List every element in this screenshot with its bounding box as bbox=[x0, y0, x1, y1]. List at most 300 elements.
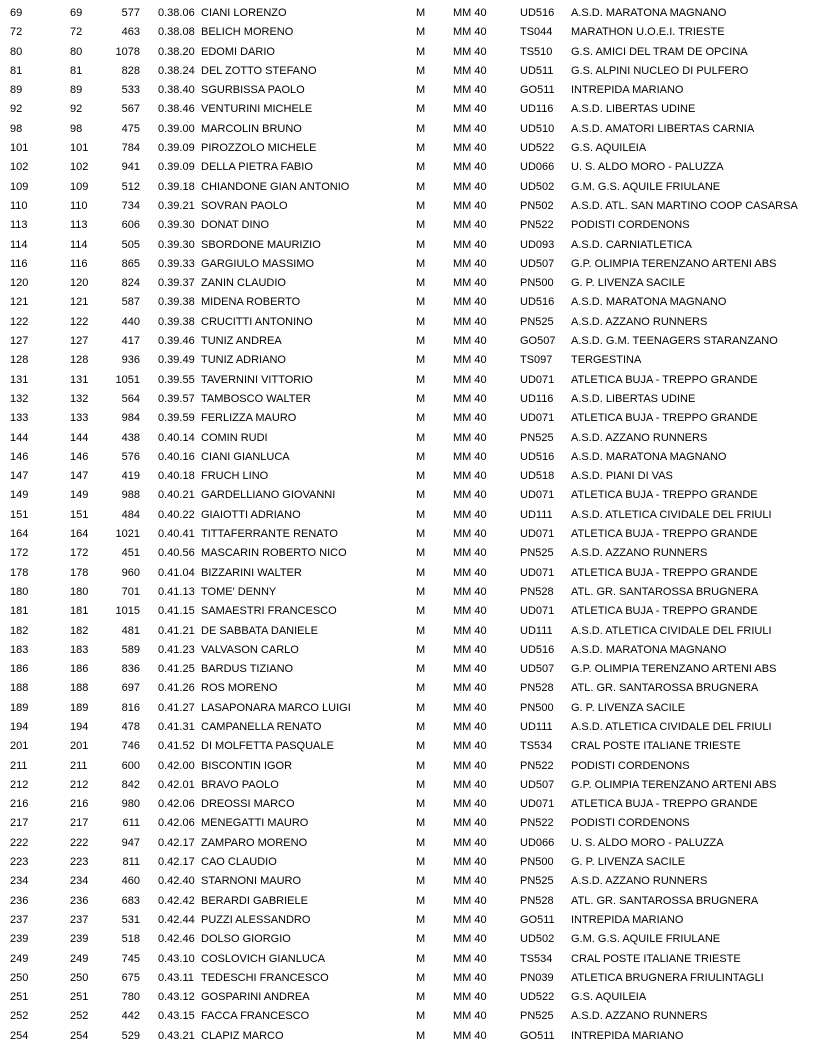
age-group: MM 40 bbox=[453, 585, 487, 598]
overall-position: 172 bbox=[10, 547, 29, 560]
sex: M bbox=[416, 624, 426, 637]
finish-time: 0.42.06 bbox=[158, 798, 195, 811]
overall-position: 80 bbox=[10, 45, 23, 58]
overall-position: 133 bbox=[10, 412, 29, 425]
category-position: 114 bbox=[70, 238, 88, 251]
athlete-name: CAMPANELLA RENATO bbox=[201, 720, 322, 733]
athlete-name: FERLIZZA MAURO bbox=[201, 412, 297, 425]
finish-time: 0.42.17 bbox=[158, 856, 195, 869]
team-name: ATL. GR. SANTAROSSA BRUGNERA bbox=[571, 585, 759, 598]
team-name: INTREPIDA MARIANO bbox=[571, 1029, 684, 1042]
result-row bbox=[0, 583, 820, 602]
team-name: A.S.D. MARATONA MAGNANO bbox=[571, 643, 727, 656]
athlete-name: SAMAESTRI FRANCESCO bbox=[201, 605, 337, 618]
result-row bbox=[0, 236, 820, 255]
finish-time: 0.39.09 bbox=[158, 142, 195, 155]
bib-number: 518 bbox=[121, 933, 140, 946]
bib-number: 780 bbox=[121, 991, 140, 1004]
athlete-name: BISCONTIN IGOR bbox=[201, 759, 293, 772]
sex: M bbox=[416, 856, 426, 869]
overall-position: 237 bbox=[10, 913, 29, 926]
bib-number: 784 bbox=[121, 142, 140, 155]
age-group: MM 40 bbox=[453, 740, 487, 753]
bib-number: 984 bbox=[121, 412, 140, 425]
team-code: PN525 bbox=[520, 1010, 554, 1023]
category-position: 217 bbox=[70, 817, 89, 830]
sex: M bbox=[416, 277, 426, 290]
team-code: UD502 bbox=[520, 933, 555, 946]
bib-number: 600 bbox=[121, 759, 140, 772]
bib-number: 533 bbox=[121, 84, 140, 97]
overall-position: 250 bbox=[10, 971, 29, 984]
team-code: PN522 bbox=[520, 759, 554, 772]
sex: M bbox=[416, 335, 426, 348]
result-row bbox=[0, 506, 820, 525]
bib-number: 734 bbox=[121, 199, 140, 212]
finish-time: 0.38.08 bbox=[158, 26, 195, 39]
team-code: UD071 bbox=[520, 566, 555, 579]
result-row bbox=[0, 757, 820, 776]
sex: M bbox=[416, 315, 426, 328]
bib-number: 1051 bbox=[115, 373, 140, 386]
team-name: A.S.D. AZZANO RUNNERS bbox=[571, 1010, 708, 1023]
athlete-name: DREOSSI MARCO bbox=[201, 798, 295, 811]
overall-position: 131 bbox=[10, 373, 29, 386]
age-group: MM 40 bbox=[453, 991, 487, 1004]
team-name: G.S. AQUILEIA bbox=[571, 142, 647, 155]
team-name: A.S.D. MARATONA MAGNANO bbox=[571, 450, 727, 463]
team-name: PODISTI CORDENONS bbox=[571, 219, 690, 232]
category-position: 164 bbox=[70, 528, 89, 541]
athlete-name: TUNIZ ADRIANO bbox=[201, 354, 286, 367]
overall-position: 183 bbox=[10, 643, 29, 656]
athlete-name: GIAIOTTI ADRIANO bbox=[201, 508, 301, 521]
result-row bbox=[0, 834, 820, 853]
sex: M bbox=[416, 122, 426, 135]
athlete-name: CIANI LORENZO bbox=[201, 7, 287, 19]
team-name: G.P. OLIMPIA TERENZANO ARTENI ABS bbox=[571, 257, 777, 270]
category-position: 127 bbox=[70, 335, 89, 348]
result-row bbox=[0, 139, 820, 158]
finish-time: 0.42.17 bbox=[158, 836, 195, 849]
bib-number: 824 bbox=[121, 277, 140, 290]
category-position: 181 bbox=[70, 605, 89, 618]
sex: M bbox=[416, 489, 426, 502]
sex: M bbox=[416, 450, 426, 463]
bib-number: 701 bbox=[121, 585, 140, 598]
team-name: A.S.D. MARATONA MAGNANO bbox=[571, 296, 727, 309]
category-position: 132 bbox=[70, 392, 89, 405]
age-group: MM 40 bbox=[453, 161, 487, 174]
team-code: UD522 bbox=[520, 142, 555, 155]
age-group: MM 40 bbox=[453, 566, 487, 579]
athlete-name: BERARDI GABRIELE bbox=[201, 894, 308, 907]
category-position: 133 bbox=[70, 412, 89, 425]
sex: M bbox=[416, 778, 426, 791]
sex: M bbox=[416, 180, 426, 193]
bib-number: 440 bbox=[121, 315, 140, 328]
team-name: A.S.D. AZZANO RUNNERS bbox=[571, 315, 708, 328]
result-row bbox=[0, 313, 820, 332]
overall-position: 144 bbox=[10, 431, 29, 444]
sex: M bbox=[416, 142, 426, 155]
result-row bbox=[0, 4, 820, 23]
overall-position: 132 bbox=[10, 392, 29, 405]
athlete-name: GOSPARINI ANDREA bbox=[201, 991, 310, 1004]
age-group: MM 40 bbox=[453, 257, 487, 270]
finish-time: 0.42.40 bbox=[158, 875, 195, 888]
athlete-name: BRAVO PAOLO bbox=[201, 778, 279, 791]
team-code: UD111 bbox=[520, 624, 553, 637]
result-row bbox=[0, 564, 820, 583]
category-position: 182 bbox=[70, 624, 89, 637]
category-position: 144 bbox=[70, 431, 89, 444]
team-code: PN500 bbox=[520, 701, 554, 714]
sex: M bbox=[416, 103, 426, 116]
sex: M bbox=[416, 759, 426, 772]
team-name: ATLETICA BUJA - TREPPO GRANDE bbox=[571, 528, 758, 541]
overall-position: 249 bbox=[10, 952, 29, 965]
bib-number: 463 bbox=[121, 26, 140, 39]
team-code: UD111 bbox=[520, 508, 553, 521]
bib-number: 936 bbox=[121, 354, 140, 367]
result-row bbox=[0, 197, 820, 216]
team-name: A.S.D. PIANI DI VAS bbox=[571, 470, 673, 483]
overall-position: 114 bbox=[10, 238, 28, 251]
category-position: 147 bbox=[70, 470, 89, 483]
category-position: 222 bbox=[70, 836, 89, 849]
sex: M bbox=[416, 373, 426, 386]
team-name: G. P. LIVENZA SACILE bbox=[571, 701, 686, 714]
team-name: A.S.D. MARATONA MAGNANO bbox=[571, 7, 727, 19]
sex: M bbox=[416, 84, 426, 97]
age-group: MM 40 bbox=[453, 373, 487, 386]
sex: M bbox=[416, 913, 426, 926]
bib-number: 947 bbox=[121, 836, 140, 849]
bib-number: 567 bbox=[121, 103, 140, 116]
overall-position: 146 bbox=[10, 450, 29, 463]
finish-time: 0.41.04 bbox=[158, 566, 195, 579]
result-row bbox=[0, 1007, 820, 1026]
overall-position: 181 bbox=[10, 605, 29, 618]
category-position: 234 bbox=[70, 875, 89, 888]
result-row bbox=[0, 100, 820, 119]
overall-position: 254 bbox=[10, 1029, 29, 1042]
bib-number: 577 bbox=[121, 7, 140, 19]
finish-time: 0.42.44 bbox=[158, 913, 195, 926]
sex: M bbox=[416, 817, 426, 830]
age-group: MM 40 bbox=[453, 933, 487, 946]
sex: M bbox=[416, 605, 426, 618]
overall-position: 188 bbox=[10, 682, 29, 695]
athlete-name: FRUCH LINO bbox=[201, 470, 269, 483]
bib-number: 1078 bbox=[115, 45, 140, 58]
overall-position: 217 bbox=[10, 817, 29, 830]
category-position: 113 bbox=[70, 219, 88, 232]
athlete-name: DE SABBATA DANIELE bbox=[201, 624, 318, 637]
result-row bbox=[0, 602, 820, 621]
sex: M bbox=[416, 64, 426, 77]
category-position: 116 bbox=[70, 257, 88, 270]
result-row bbox=[0, 641, 820, 660]
sex: M bbox=[416, 585, 426, 598]
result-row bbox=[0, 351, 820, 370]
sex: M bbox=[416, 7, 426, 19]
team-name: A.S.D. LIBERTAS UDINE bbox=[571, 392, 696, 405]
age-group: MM 40 bbox=[453, 199, 487, 212]
category-position: 239 bbox=[70, 933, 89, 946]
sex: M bbox=[416, 1029, 426, 1042]
category-position: 102 bbox=[70, 161, 89, 174]
athlete-name: CHIANDONE GIAN ANTONIO bbox=[201, 180, 350, 193]
team-code: UD516 bbox=[520, 296, 555, 309]
athlete-name: GARDELLIANO GIOVANNI bbox=[201, 489, 336, 502]
overall-position: 216 bbox=[10, 798, 29, 811]
athlete-name: BELICH MORENO bbox=[201, 26, 294, 39]
team-code: PN502 bbox=[520, 199, 554, 212]
finish-time: 0.39.59 bbox=[158, 412, 195, 425]
team-name: G.S. AMICI DEL TRAM DE OPCINA bbox=[571, 45, 748, 58]
overall-position: 116 bbox=[10, 257, 28, 270]
finish-time: 0.39.37 bbox=[158, 277, 195, 290]
athlete-name: TITTAFERRANTE RENATO bbox=[201, 528, 338, 541]
athlete-name: ZANIN CLAUDIO bbox=[201, 277, 286, 290]
finish-time: 0.41.26 bbox=[158, 682, 195, 695]
category-position: 211 bbox=[70, 759, 88, 772]
bib-number: 1015 bbox=[115, 605, 140, 618]
age-group: MM 40 bbox=[453, 913, 487, 926]
age-group: MM 40 bbox=[453, 142, 487, 155]
team-name: ATLETICA BUJA - TREPPO GRANDE bbox=[571, 489, 758, 502]
category-position: 98 bbox=[70, 122, 83, 135]
age-group: MM 40 bbox=[453, 605, 487, 618]
category-position: 236 bbox=[70, 894, 89, 907]
age-group: MM 40 bbox=[453, 836, 487, 849]
team-name: A.S.D. ATLETICA CIVIDALE DEL FRIULI bbox=[571, 720, 772, 733]
result-row bbox=[0, 660, 820, 679]
bib-number: 816 bbox=[121, 701, 140, 714]
age-group: MM 40 bbox=[453, 489, 487, 502]
finish-time: 0.43.10 bbox=[158, 952, 195, 965]
bib-number: 587 bbox=[121, 296, 140, 309]
finish-time: 0.39.55 bbox=[158, 373, 195, 386]
age-group: MM 40 bbox=[453, 663, 487, 676]
team-code: TS534 bbox=[520, 952, 553, 965]
athlete-name: ZAMPARO MORENO bbox=[201, 836, 308, 849]
sex: M bbox=[416, 238, 426, 251]
team-code: UD093 bbox=[520, 238, 555, 251]
result-row bbox=[0, 622, 820, 641]
category-position: 223 bbox=[70, 856, 89, 869]
result-row bbox=[0, 814, 820, 833]
sex: M bbox=[416, 354, 426, 367]
athlete-name: SOVRAN PAOLO bbox=[201, 199, 288, 212]
bib-number: 941 bbox=[121, 161, 140, 174]
result-row bbox=[0, 1027, 820, 1046]
bib-number: 531 bbox=[121, 913, 140, 926]
athlete-name: EDOMI DARIO bbox=[201, 45, 275, 58]
overall-position: 211 bbox=[10, 759, 28, 772]
category-position: 178 bbox=[70, 566, 89, 579]
category-position: 81 bbox=[70, 64, 83, 77]
result-row bbox=[0, 158, 820, 177]
team-name: INTREPIDA MARIANO bbox=[571, 913, 684, 926]
age-group: MM 40 bbox=[453, 392, 487, 405]
age-group: MM 40 bbox=[453, 1010, 487, 1023]
team-code: UD071 bbox=[520, 489, 555, 502]
team-code: UD066 bbox=[520, 161, 555, 174]
team-code: UD116 bbox=[520, 103, 554, 116]
sex: M bbox=[416, 952, 426, 965]
result-row bbox=[0, 120, 820, 139]
team-code: GO507 bbox=[520, 335, 556, 348]
sex: M bbox=[416, 470, 426, 483]
team-name: A.S.D. ATLETICA CIVIDALE DEL FRIULI bbox=[571, 508, 772, 521]
sex: M bbox=[416, 836, 426, 849]
finish-time: 0.39.30 bbox=[158, 219, 195, 232]
category-position: 146 bbox=[70, 450, 89, 463]
overall-position: 189 bbox=[10, 701, 29, 714]
finish-time: 0.41.52 bbox=[158, 740, 195, 753]
category-position: 110 bbox=[70, 199, 88, 212]
bib-number: 842 bbox=[121, 778, 140, 791]
team-name: U. S. ALDO MORO - PALUZZA bbox=[571, 161, 724, 174]
athlete-name: BARDUS TIZIANO bbox=[201, 663, 294, 676]
team-code: UD507 bbox=[520, 663, 555, 676]
bib-number: 988 bbox=[121, 489, 140, 502]
overall-position: 149 bbox=[10, 489, 29, 502]
sex: M bbox=[416, 663, 426, 676]
team-code: GO511 bbox=[520, 84, 555, 97]
bib-number: 529 bbox=[121, 1029, 140, 1042]
age-group: MM 40 bbox=[453, 856, 487, 869]
age-group: MM 40 bbox=[453, 1029, 487, 1042]
finish-time: 0.40.16 bbox=[158, 450, 195, 463]
athlete-name: TEDESCHI FRANCESCO bbox=[201, 971, 329, 984]
age-group: MM 40 bbox=[453, 412, 487, 425]
sex: M bbox=[416, 257, 426, 270]
age-group: MM 40 bbox=[453, 759, 487, 772]
sex: M bbox=[416, 894, 426, 907]
result-row bbox=[0, 62, 820, 81]
bib-number: 960 bbox=[121, 566, 140, 579]
result-row bbox=[0, 525, 820, 544]
sex: M bbox=[416, 296, 426, 309]
overall-position: 222 bbox=[10, 836, 29, 849]
overall-position: 92 bbox=[10, 103, 23, 116]
team-name: MARATHON U.O.E.I. TRIESTE bbox=[571, 26, 725, 39]
overall-position: 121 bbox=[10, 296, 29, 309]
bib-number: 512 bbox=[121, 180, 140, 193]
overall-position: 180 bbox=[10, 585, 29, 598]
age-group: MM 40 bbox=[453, 180, 487, 193]
team-name: G. P. LIVENZA SACILE bbox=[571, 856, 686, 869]
sex: M bbox=[416, 933, 426, 946]
overall-position: 113 bbox=[10, 219, 28, 232]
age-group: MM 40 bbox=[453, 296, 487, 309]
age-group: MM 40 bbox=[453, 219, 487, 232]
athlete-name: DONAT DINO bbox=[201, 219, 270, 232]
finish-time: 0.38.46 bbox=[158, 103, 195, 116]
category-position: 131 bbox=[70, 373, 89, 386]
result-row bbox=[0, 448, 820, 467]
result-row bbox=[0, 23, 820, 42]
overall-position: 101 bbox=[10, 142, 29, 155]
age-group: MM 40 bbox=[453, 720, 487, 733]
bib-number: 836 bbox=[121, 663, 140, 676]
overall-position: 127 bbox=[10, 335, 29, 348]
sex: M bbox=[416, 508, 426, 521]
bib-number: 1021 bbox=[115, 528, 140, 541]
finish-time: 0.38.20 bbox=[158, 45, 195, 58]
team-code: UD510 bbox=[520, 122, 555, 135]
sex: M bbox=[416, 199, 426, 212]
category-position: 101 bbox=[70, 142, 89, 155]
finish-time: 0.43.21 bbox=[158, 1029, 195, 1042]
sex: M bbox=[416, 566, 426, 579]
finish-time: 0.38.24 bbox=[158, 64, 195, 77]
result-row bbox=[0, 795, 820, 814]
sex: M bbox=[416, 991, 426, 1004]
category-position: 109 bbox=[70, 180, 89, 193]
sex: M bbox=[416, 701, 426, 714]
team-code: TS510 bbox=[520, 45, 553, 58]
team-code: UD511 bbox=[520, 64, 554, 77]
age-group: MM 40 bbox=[453, 952, 487, 965]
sex: M bbox=[416, 1010, 426, 1023]
sex: M bbox=[416, 431, 426, 444]
category-position: 201 bbox=[70, 740, 89, 753]
athlete-name: SGURBISSA PAOLO bbox=[201, 84, 305, 97]
team-name: ATLETICA BUJA - TREPPO GRANDE bbox=[571, 373, 758, 386]
team-name: ATLETICA BUJA - TREPPO GRANDE bbox=[571, 412, 758, 425]
athlete-name: TAVERNINI VITTORIO bbox=[201, 373, 313, 386]
result-row bbox=[0, 776, 820, 795]
athlete-name: TOME' DENNY bbox=[201, 585, 277, 598]
age-group: MM 40 bbox=[453, 122, 487, 135]
bib-number: 811 bbox=[122, 856, 140, 869]
age-group: MM 40 bbox=[453, 643, 487, 656]
age-group: MM 40 bbox=[453, 238, 487, 251]
team-code: UD516 bbox=[520, 450, 555, 463]
athlete-name: DELLA PIETRA FABIO bbox=[201, 161, 313, 174]
age-group: MM 40 bbox=[453, 45, 487, 58]
age-group: MM 40 bbox=[453, 894, 487, 907]
overall-position: 234 bbox=[10, 875, 29, 888]
bib-number: 505 bbox=[121, 238, 140, 251]
team-name: ATLETICA BUJA - TREPPO GRANDE bbox=[571, 798, 758, 811]
athlete-name: TAMBOSCO WALTER bbox=[201, 392, 311, 405]
sex: M bbox=[416, 643, 426, 656]
team-code: TS044 bbox=[520, 26, 553, 39]
overall-position: 109 bbox=[10, 180, 29, 193]
category-position: 151 bbox=[70, 508, 89, 521]
category-position: 250 bbox=[70, 971, 89, 984]
age-group: MM 40 bbox=[453, 470, 487, 483]
finish-time: 0.39.38 bbox=[158, 315, 195, 328]
category-position: 72 bbox=[70, 26, 83, 39]
bib-number: 980 bbox=[121, 798, 140, 811]
overall-position: 251 bbox=[10, 991, 29, 1004]
athlete-name: TUNIZ ANDREA bbox=[201, 335, 282, 348]
finish-time: 0.40.18 bbox=[158, 470, 195, 483]
overall-position: 98 bbox=[10, 122, 23, 135]
athlete-name: PIROZZOLO MICHELE bbox=[201, 142, 317, 155]
age-group: MM 40 bbox=[453, 450, 487, 463]
result-row bbox=[0, 718, 820, 737]
result-row bbox=[0, 679, 820, 698]
overall-position: 128 bbox=[10, 354, 29, 367]
